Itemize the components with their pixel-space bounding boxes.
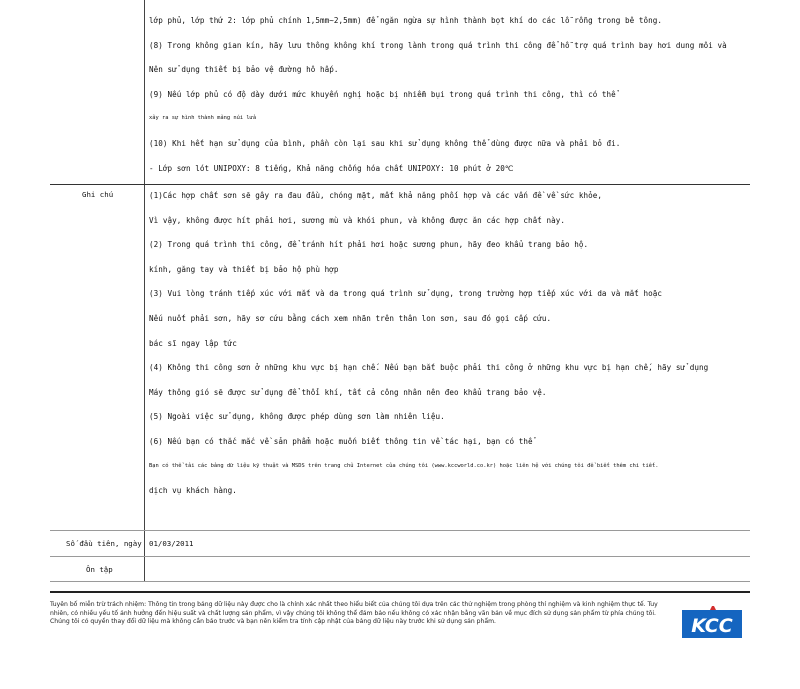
row-divider-revision	[50, 556, 750, 557]
notes-line: Máy thông gió sẽ được sử dụng để thổi khí, tất cả công nhân nên đeo khẩu trang bảo vệ.	[149, 387, 547, 397]
continued-line: Nên sử dụng thiết bị bảo vệ đường hô hấp.	[149, 65, 339, 75]
disclaimer-text: Tuyên bố miễn trừ trách nhiệm: Thông tin trong bảng dữ liệu này được cho là chính xác nhất theo hiểu biết của chúng tôi dựa trên các thử nghiệm trong phòng thí nghiệm và kinh nghiệm thực tế. Tuy nhiên, có nhiều yếu tố ảnh hưởng đến hiệu suất và chất lượng sản phẩm, vì vậy chúng tôi không thể đảm bảo nếu không có xác nhận bằng văn bản về mục đích sử dụng sản phẩm từ phía chúng tôi. Chúng tôi có quyền thay đổi dữ liệu mà không cần báo trước và bạn nên kiểm tra tính cập nhật của bảng dữ liệu này trước khi sử dụng sản phẩm.	[50, 601, 658, 626]
revision-label: Ôn tập	[86, 565, 113, 574]
row-divider-bottom	[50, 581, 750, 582]
notes-line: (4) Không thi công sơn ở những khu vực bị hạn chế. Nếu bạn bắt buộc phải thi công ở những khu vực bị hạn chế, hãy sử dụng	[149, 363, 709, 373]
kcc-logo-accent	[710, 606, 716, 610]
notes-line: (6) Nếu bạn có thắc mắc về sản phẩm hoặc muốn biết thông tin về tác hại, bạn có thể	[149, 437, 533, 446]
notes-line: (1)Các hợp chất sơn sẽ gây ra đau đầu, chóng mặt, mất khả năng phối hợp và các vấn đề về sức khỏe,	[149, 191, 602, 200]
continued-line: (10) Khi hết hạn sử dụng của bình, phần còn lại sau khi sử dụng không thể dùng được nữa và phải bỏ đi.	[149, 139, 621, 148]
first-issue-label: Số đầu tiên, ngày	[66, 539, 142, 548]
continued-line: xảy ra sự hình thành mảng núi lửa	[149, 115, 257, 122]
notes-line: dịch vụ khách hàng.	[149, 486, 237, 496]
notes-line: kính, găng tay và thiết bị bảo hộ phù hợp	[149, 264, 339, 274]
notes-line: Nếu nuốt phải sơn, hãy sơ cứu bằng cách xem nhãn trên thân lon sơn, sau đó gọi cấp cứu.	[149, 314, 552, 323]
first-issue-value: 01/03/2011	[149, 539, 194, 548]
continued-line: - Lớp sơn lót UNIPOXY: 8 tiếng, Khả năng chống hóa chất UNIPOXY: 10 phút ở 20℃	[149, 163, 514, 173]
continued-line: (8) Trong không gian kín, hãy lưu thông không khí trong lành trong quá trình thi công để hỗ trợ quá trình bay hơi dung môi và	[149, 40, 727, 50]
row-divider-first-issue	[50, 530, 750, 531]
notes-line: (3) Vui lòng tránh tiếp xúc với mắt và da trong quá trình sử dụng, trong trường hợp tiếp xúc với da và mắt hoặc	[149, 289, 663, 299]
notes-label: Ghi chú	[82, 190, 114, 199]
kcc-logo	[680, 606, 744, 642]
notes-line: (2) Trong quá trình thi công, để tránh hít phải hơi hoặc sương phun, hãy đeo khẩu trang bảo hộ.	[149, 240, 589, 250]
kcc-logo-text: KCC	[691, 615, 733, 637]
notes-line: Bạn có thể tải các bảng dữ liệu kỹ thuật và MSDS trên trang chủ Internet của chúng tôi (www.kccworld.co.kr) hoặc liên hệ với chúng tôi để biết thêm chi tiết.	[149, 462, 659, 469]
continued-line: (9) Nếu lớp phủ có độ dày dưới mức khuyến nghị hoặc bị nhiễm bụi trong quá trình thi công, thì có thể	[149, 89, 616, 99]
continued-line: lớp phủ, lớp thứ 2: lớp phủ chính 1,5mm~2,5mm) để ngăn ngừa sự hình thành bọt khí do các lỗ rỗng trong bê tông.	[149, 16, 663, 25]
notes-line: (5) Ngoài việc sử dụng, không được phép dùng sơn làm nhiên liệu.	[149, 412, 445, 422]
notes-line: Vì vậy, không được hít phải hơi, sương mù và khói phun, và không được ăn các hợp chất này.	[149, 215, 565, 225]
column-divider	[144, 0, 145, 582]
row-divider-notes	[50, 184, 750, 185]
footer-rule	[50, 591, 750, 593]
notes-line: bác sĩ ngay lập tức	[149, 338, 237, 348]
